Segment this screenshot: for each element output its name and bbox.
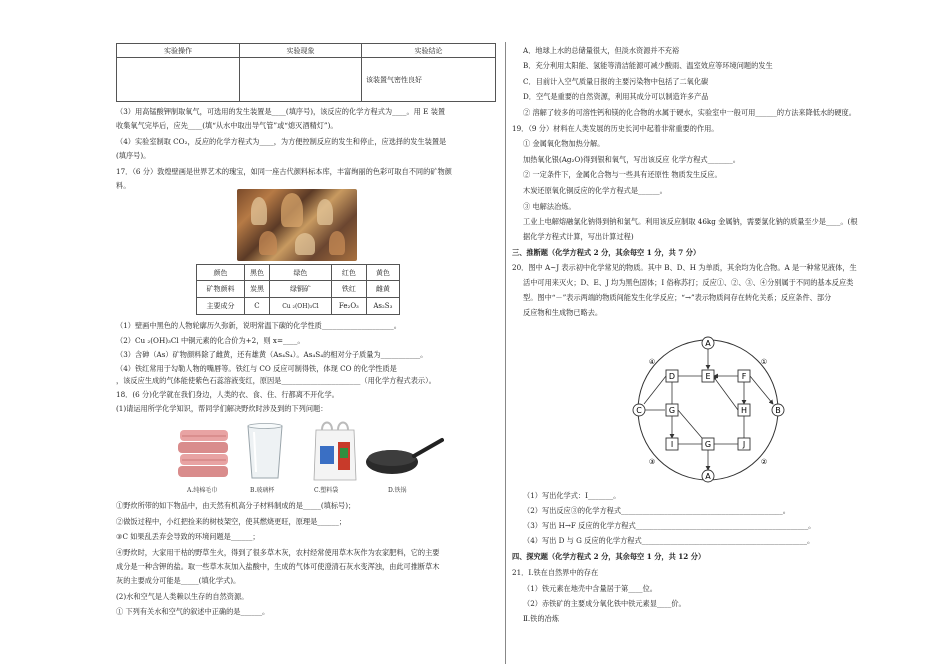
q17-3: （3）含砷（As）矿物颜料除了雌黄，还有雄黄（As₄S₄）。As₄S₄的相对分子质量为___________。 — [116, 350, 428, 359]
option-d: D．空气是重要的自然资源，利用其成分可以制造许多产品 — [523, 92, 709, 101]
table-cell: As₂S₃ — [366, 298, 399, 315]
mark-2: ② — [760, 458, 768, 466]
table-header: 实验操作 — [117, 44, 240, 58]
caption-c: C.塑料袋 — [314, 487, 339, 494]
q18-2a: ① 下列有关水和空气的叙述中正确的是______。 — [116, 607, 270, 616]
plastic-bag-image — [310, 418, 360, 482]
q19-5: ③ 电解法冶炼。 — [523, 202, 576, 211]
node-c — [633, 404, 645, 416]
q21-2: （2）赤铁矿的主要成分氧化铁中铁元素显____价。 — [523, 599, 686, 608]
q19-2: 加热氧化银(Ag₂O)得到银和氧气，写出该反应 化学方程式_______。 — [523, 155, 740, 164]
q17-2: （2）Cu ₂(OH)₃Cl 中铜元素的化合价为+2，则 x=____。 — [116, 336, 305, 345]
table-cell: 绿色 — [269, 265, 331, 281]
q18-c: ③C 如果乱丢弃会导致的环境问题是______； — [116, 532, 260, 541]
q20-b: （2）写出反应③的化学方程式_____________________________________________。 — [523, 506, 790, 515]
table-cell: Cu ₂(OH)₃Cl — [269, 298, 331, 315]
q17-1: （1）壁画中黑色的人物轮廓历久弥新，说明常温下碳的化学性质____________________。 — [116, 321, 401, 330]
q19-3: ② 一定条件下，金属化合物与一些具有还原性 物质发生反应。 — [523, 170, 722, 179]
q18-2b: ② 溶解了较多的可溶性钙和镁的化合物的水属于硬水，实验室中一般可用______的方法来降低水的硬度。 — [523, 108, 856, 117]
node-d — [666, 370, 678, 382]
table-cell — [117, 58, 240, 102]
q19-1: ① 金属氧化物加热分解。 — [523, 139, 605, 148]
q17-head: 17．（6 分）敦煌壁画是世界艺术的瑰宝，如同一座古代颜料标本库，丰富绚丽的色彩可取自不同的矿物颜 — [116, 167, 452, 176]
column-divider — [505, 42, 506, 664]
svg-text:A: A — [705, 339, 711, 348]
table-cell: 主要成分 — [197, 298, 245, 315]
svg-text:F: F — [741, 372, 747, 381]
q17-4b: ，该反应生成的气体能使紫色石蕊溶液变红，原因是______________________（用化学方程式表示）。 — [116, 376, 436, 385]
svg-text:E: E — [705, 372, 711, 381]
table-cell: 雌黄 — [366, 281, 399, 298]
q17-head-cont: 料。 — [116, 181, 131, 190]
q18-b: ②做饭过程中，小红把捡来的树枝架空，使其燃烧更旺，原理是______； — [116, 517, 347, 526]
node-i — [666, 438, 678, 450]
experiment-table — [116, 43, 496, 102]
caption-d: D.铁锅 — [388, 487, 407, 494]
node-e — [702, 370, 714, 382]
svg-text:G: G — [668, 406, 676, 415]
q19-head: 19．（9 分）材料在人类发展的历史长河中起着非常重要的作用。 — [512, 124, 719, 133]
reaction-diagram — [628, 332, 788, 484]
q20-1: 20．图中 A~J 表示初中化学常见的物质。其中 B、D、H 为单质，其余均为化合物。A 是一种常见液体，生 — [512, 263, 857, 272]
q18-d2: 成分是一种含钾的盐。取一些草木灰加入盐酸中，生成的气体可使澄清石灰水变浑浊，由此可推断草木 — [116, 562, 440, 571]
section-4-title: 四、探究题（化学方程式 2 分，其余每空 1 分，共 12 分） — [512, 552, 706, 561]
node-a2 — [702, 470, 714, 482]
node-g2 — [702, 438, 714, 450]
q19-7: 据化学方程式计算，写出计算过程) — [523, 232, 634, 241]
table-cell: 颜色 — [197, 265, 245, 281]
q17-4a: （4）铁红常用于勾勒人物的嘴唇等。铁红与 CO 反应可制得铁，体现 CO 的化学性质是 — [116, 364, 397, 373]
table-cell: 红色 — [332, 265, 367, 281]
q18-d3: 灰的主要成分可能是_____(填化学式)。 — [116, 576, 241, 585]
section-3-title: 三、推断题（化学方程式 2 分，其余每空 1 分，共 7 分） — [512, 248, 701, 257]
table-cell: Fe₂O₃ — [332, 298, 367, 315]
q18-2: (2)水和空气是人类赖以生存的自然资源。 — [116, 592, 249, 601]
svg-text:I: I — [670, 440, 674, 449]
q21-1: （1）铁元素在地壳中含量居于第____位。 — [523, 584, 657, 593]
svg-text:C: C — [636, 406, 642, 415]
caption-a: A.纯棉毛巾 — [187, 487, 218, 494]
caption-b: B.玻璃杯 — [250, 487, 275, 494]
option-a: A．地球上水的总储量很大，但淡水资源并不充裕 — [523, 46, 680, 55]
q20-3: 型。图中“－”表示两端的物质间能发生化学反应；“→”表示物质间存在转化关系；反应条件、部分 — [523, 293, 832, 302]
q16-3a: （3）用高锰酸钾制取氧气，可选用的发生装置是____(填序号)，该反应的化学方程式为____。用 E 装置 — [116, 107, 446, 116]
glass-cup-image — [244, 422, 286, 482]
q19-6: 工业上电解熔融氯化钠得到钠和氯气。利用该反应制取 46kg 金属钠，需要氯化钠的质量至少是____。(根 — [523, 217, 858, 226]
q20-4: 反应物和生成物已略去。 — [523, 308, 603, 317]
table-cell: 矿物颜料 — [197, 281, 245, 298]
q18-d1: ④野炊时，大家用干枯的野草生火，得到了很多草木灰，农村经常使用草木灰作为农家肥料，它的主要 — [116, 548, 440, 557]
iron-wok-image — [364, 432, 444, 482]
table-cell: 铁红 — [332, 281, 367, 298]
svg-text:D: D — [668, 372, 676, 381]
table-cell: 黑色 — [245, 265, 270, 281]
q20-c: （3）写出 H→F 反应的化学方程式________________________________________________。 — [523, 521, 816, 530]
node-j — [738, 438, 750, 450]
q21-3: Ⅱ.铁的冶炼 — [523, 614, 559, 623]
table-cell: 炭黑 — [245, 281, 270, 298]
dunhuang-mural-image — [237, 189, 357, 261]
table-cell: 绿铜矿 — [269, 281, 331, 298]
q16-4b: (填序号)。 — [116, 151, 151, 160]
q18-a: ①野炊所带的如下物品中，由天然有机高分子材料制成的是_____(填标号)； — [116, 501, 356, 510]
cotton-towel-image — [176, 424, 232, 482]
q16-4a: （4）实验室制取 CO₂，反应的化学方程式为____，为方便控制反应的发生和停止，应选择的发生装置是 — [116, 137, 447, 146]
q19-4: 木炭还原氧化铜反应的化学方程式是______。 — [523, 186, 667, 195]
svg-text:B: B — [775, 406, 781, 415]
mineral-table — [196, 264, 400, 315]
table-header: 实验结论 — [362, 44, 496, 58]
table-cell — [362, 58, 496, 102]
svg-text:G: G — [704, 440, 712, 449]
option-b: B．充分利用太阳能、氢能等清洁能源可减少酸雨、温室效应等环境问题的发生 — [523, 61, 773, 70]
q20-d: （4）写出 D 与 G 反应的化学方程式______________________________________________。 — [523, 536, 815, 545]
node-h — [738, 404, 750, 416]
table-header: 实验现象 — [240, 44, 362, 58]
svg-text:J: J — [742, 440, 746, 449]
svg-text:H: H — [740, 406, 748, 415]
option-c: C．目前计入空气质量日报的主要污染物中包括了二氧化碳 — [523, 77, 709, 86]
node-f — [738, 370, 750, 382]
node-b — [772, 404, 784, 416]
q16-3b: 收集氧气完毕后，应先____(填“从水中取出导气管”或“熄灭酒精灯”)。 — [116, 121, 338, 130]
mark-1: ① — [760, 358, 768, 366]
table-cell: C — [245, 298, 270, 315]
conclusion-text: 该装置气密性良好 — [366, 75, 422, 84]
q20-2: 活中可用来灭火；D、E、J 均为黑色固体；I 俗称苏打；反应①、②、③、④分别属于不同的基本反应类 — [523, 278, 854, 287]
table-cell — [240, 58, 362, 102]
node-a — [702, 337, 714, 349]
q18-head: 18．(6 分)化学就在我们身边，人类的衣、食、住、行都离不开化学。 — [116, 390, 339, 399]
q20-a: （1）写出化学式：I_______。 — [523, 491, 621, 500]
table-cell: 黄色 — [366, 265, 399, 281]
q21: 21．Ⅰ.铁在自然界中的存在 — [512, 568, 599, 577]
q18-1: (1)请运用所学化学知识，帮同学们解决野炊时涉及到的下列问题： — [116, 404, 328, 413]
mark-3: ③ — [648, 458, 656, 466]
mark-4: ④ — [648, 358, 656, 366]
svg-text:A: A — [705, 472, 711, 481]
node-g — [666, 404, 678, 416]
